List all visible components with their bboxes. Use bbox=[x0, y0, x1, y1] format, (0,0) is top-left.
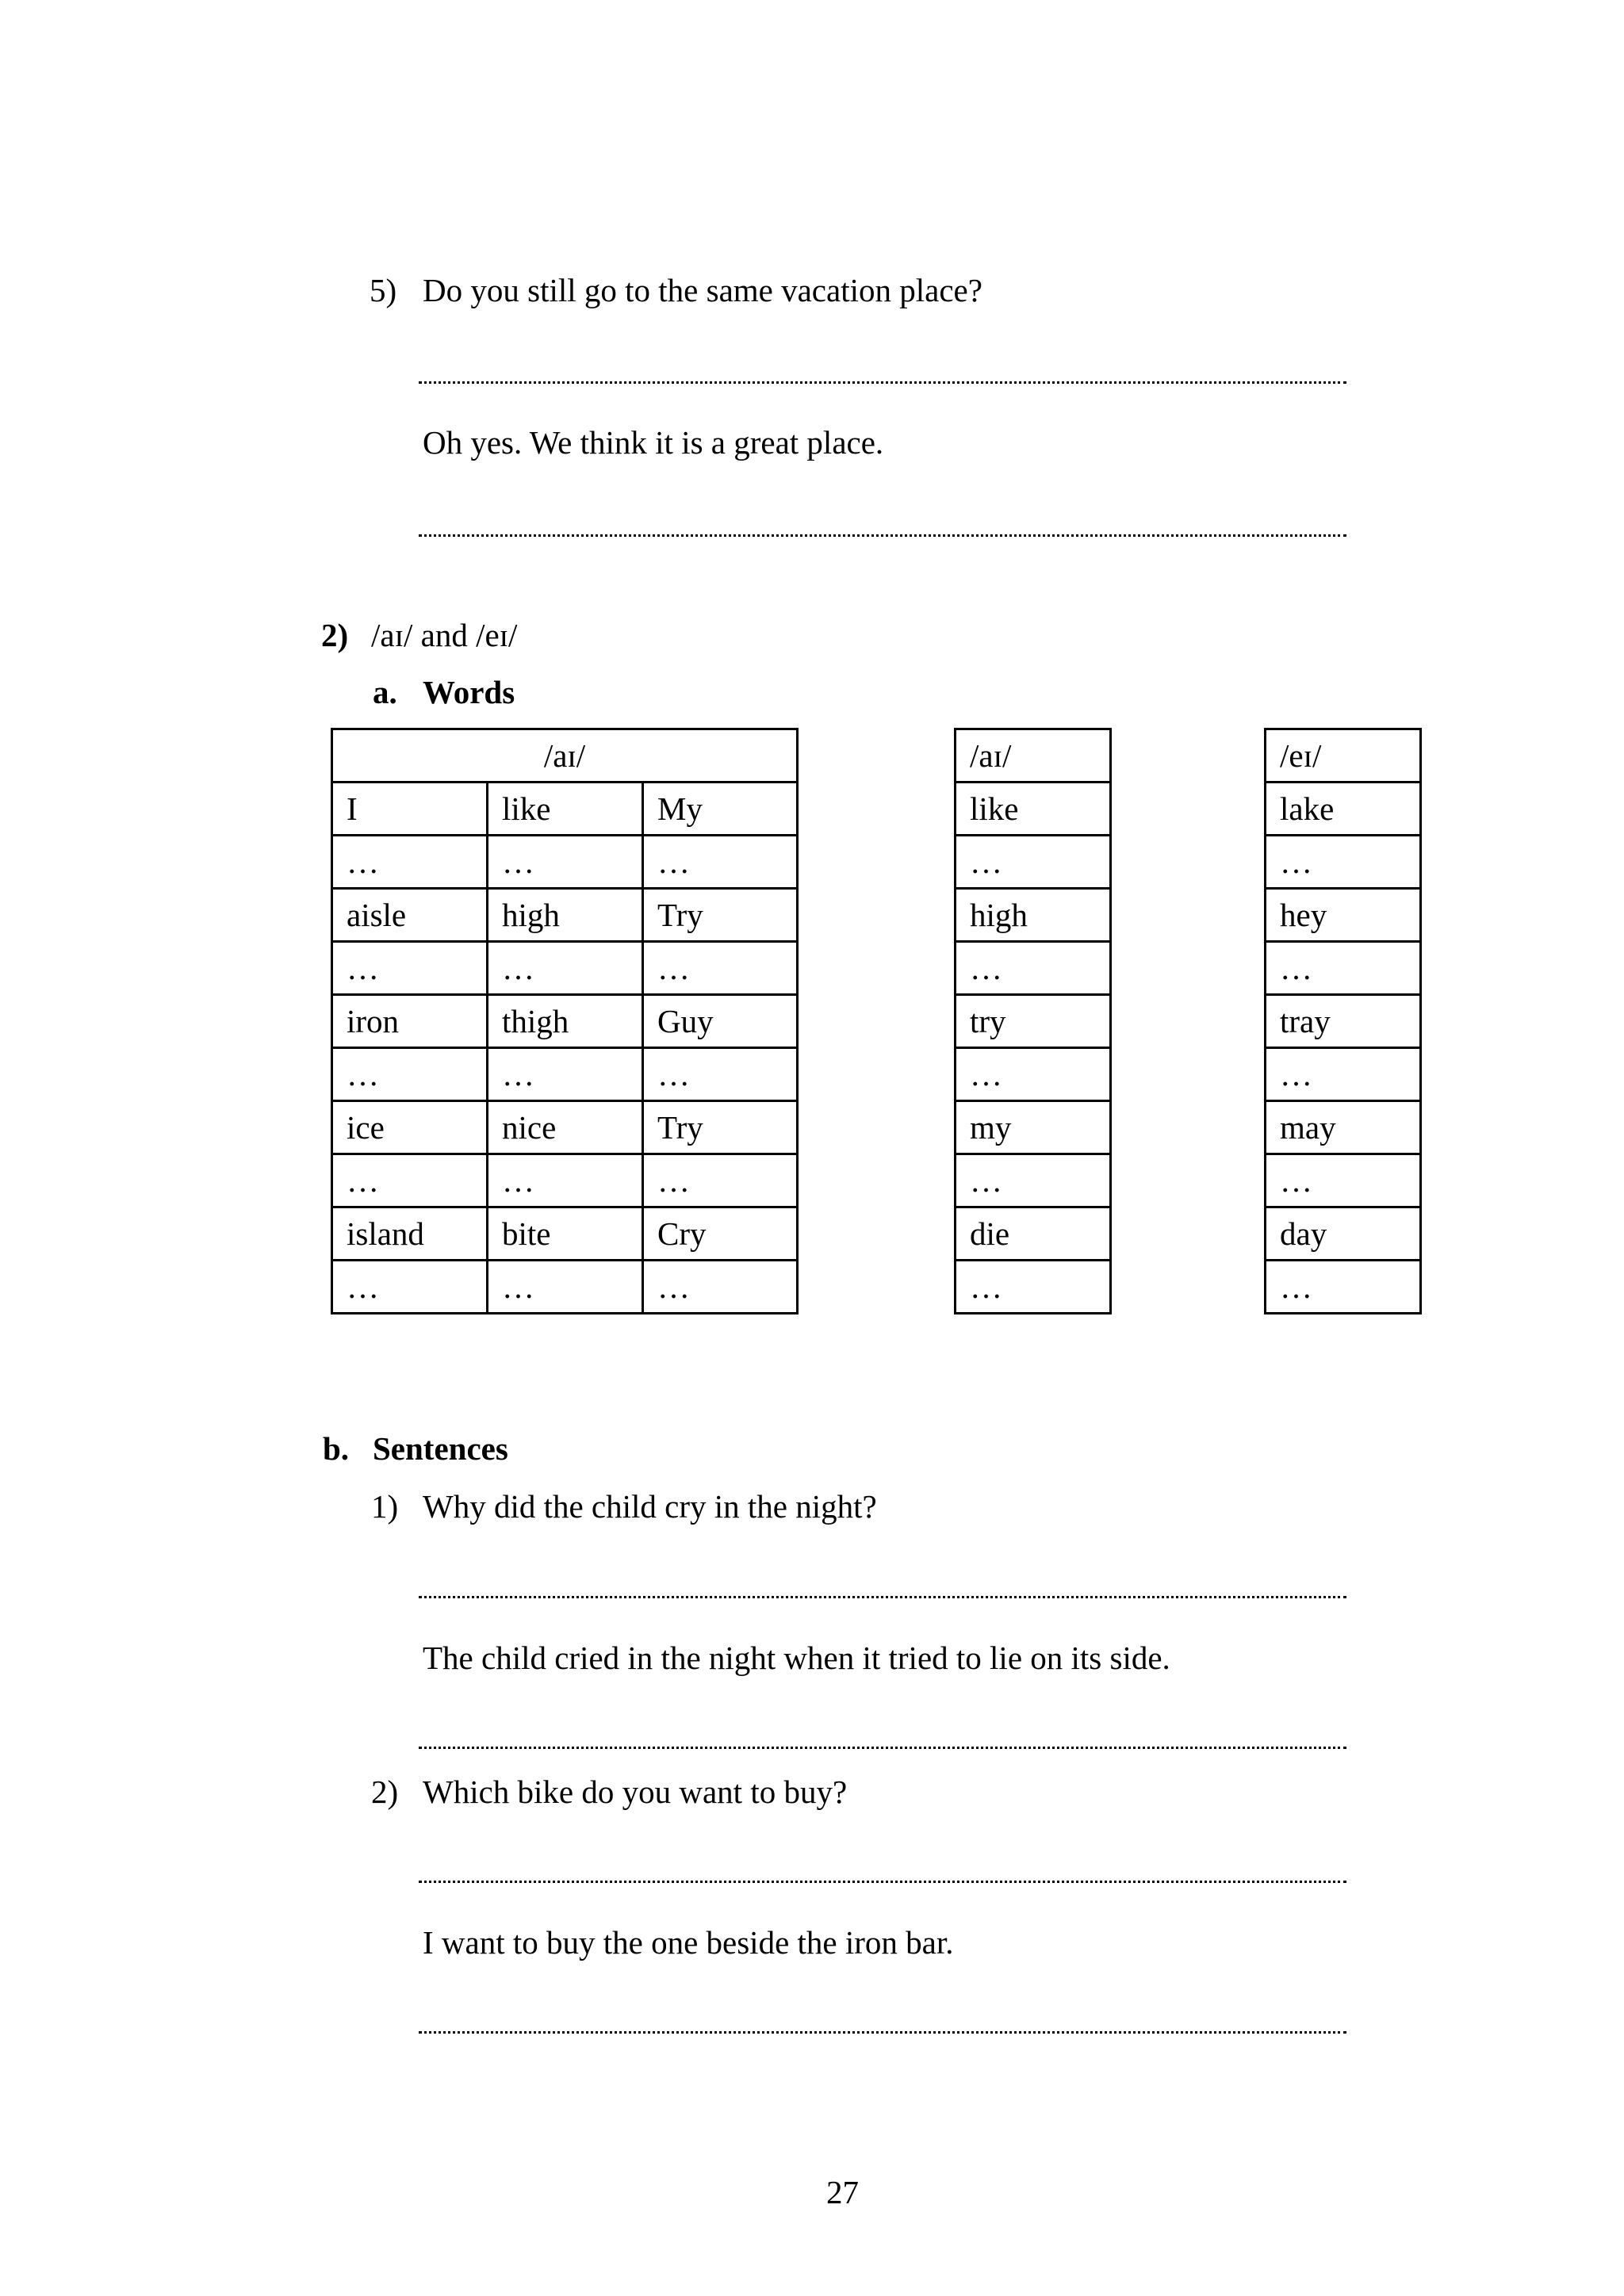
table-cell: … bbox=[956, 1048, 1111, 1101]
words-table-pair-ai bbox=[954, 728, 1112, 1314]
table-cell: … bbox=[956, 1154, 1111, 1207]
table-cell: … bbox=[643, 1154, 798, 1207]
table-cell: … bbox=[332, 1261, 488, 1314]
table-row bbox=[332, 942, 798, 995]
table-cell: … bbox=[332, 836, 488, 889]
table-row bbox=[332, 1261, 798, 1314]
table-cell: … bbox=[488, 1154, 643, 1207]
table-row bbox=[1266, 995, 1421, 1048]
table-cell: … bbox=[488, 836, 643, 889]
table-cell: Try bbox=[643, 1101, 798, 1154]
table-row bbox=[956, 1101, 1111, 1154]
table-cell: die bbox=[956, 1207, 1111, 1261]
table-cell: thigh bbox=[488, 995, 643, 1048]
table-row bbox=[1266, 1101, 1421, 1154]
table-cell: … bbox=[332, 1048, 488, 1101]
table-cell: … bbox=[1266, 942, 1421, 995]
table-row bbox=[332, 783, 798, 836]
table-cell: … bbox=[1266, 1261, 1421, 1314]
table-cell: aisle bbox=[332, 889, 488, 942]
table-cell: Guy bbox=[643, 995, 798, 1048]
subsection-letter: b. bbox=[323, 1430, 350, 1467]
table-row bbox=[956, 889, 1111, 942]
table-row bbox=[1266, 1261, 1421, 1314]
table-row bbox=[332, 836, 798, 889]
answer-line bbox=[419, 534, 1346, 537]
table-header: /aɪ/ bbox=[956, 729, 1111, 783]
answer-line bbox=[419, 1596, 1346, 1598]
table-cell: My bbox=[643, 783, 798, 836]
table-cell: bite bbox=[488, 1207, 643, 1261]
question-text: Why did the child cry in the night? bbox=[423, 1488, 877, 1525]
words-table-pair-ei bbox=[1264, 728, 1422, 1314]
table-row bbox=[956, 1207, 1111, 1261]
table-row bbox=[956, 942, 1111, 995]
page-number: 27 bbox=[826, 2174, 859, 2210]
table-row bbox=[332, 995, 798, 1048]
table-row bbox=[956, 783, 1111, 836]
answer-text: I want to buy the one beside the iron bar. bbox=[423, 1924, 954, 1961]
answer-line bbox=[419, 2031, 1346, 2034]
table-row bbox=[332, 1207, 798, 1261]
table-cell: ice bbox=[332, 1101, 488, 1154]
table-cell: may bbox=[1266, 1101, 1421, 1154]
item-number: 5) bbox=[370, 272, 397, 308]
table-cell: like bbox=[956, 783, 1111, 836]
table-row bbox=[332, 1101, 798, 1154]
answer-line bbox=[419, 1747, 1346, 1749]
table-row bbox=[1266, 889, 1421, 942]
table-row bbox=[1266, 1154, 1421, 1207]
table-row bbox=[956, 995, 1111, 1048]
table-cell: … bbox=[956, 942, 1111, 995]
answer-text: The child cried in the night when it tried to lie on its side. bbox=[423, 1640, 1170, 1676]
table-cell: … bbox=[488, 1048, 643, 1101]
table-cell: … bbox=[643, 1261, 798, 1314]
item-number: 1) bbox=[371, 1488, 399, 1525]
table-cell: … bbox=[956, 836, 1111, 889]
section-number: 2) bbox=[321, 617, 349, 653]
answer-line bbox=[419, 1881, 1346, 1883]
table-row bbox=[1266, 836, 1421, 889]
table-cell: … bbox=[956, 1261, 1111, 1314]
table-cell: nice bbox=[488, 1101, 643, 1154]
table-cell: I bbox=[332, 783, 488, 836]
table-row bbox=[956, 1261, 1111, 1314]
table-header: /eɪ/ bbox=[1266, 729, 1421, 783]
table-cell: … bbox=[643, 836, 798, 889]
table-row bbox=[332, 1048, 798, 1101]
table-cell: … bbox=[488, 942, 643, 995]
table-cell: day bbox=[1266, 1207, 1421, 1261]
table-cell: Cry bbox=[643, 1207, 798, 1261]
table-cell: … bbox=[643, 942, 798, 995]
table-cell: hey bbox=[1266, 889, 1421, 942]
table-cell: … bbox=[488, 1261, 643, 1314]
table-row bbox=[1266, 1207, 1421, 1261]
table-row bbox=[956, 836, 1111, 889]
words-table-ai bbox=[331, 728, 799, 1314]
table-cell: high bbox=[956, 889, 1111, 942]
table-row bbox=[1266, 942, 1421, 995]
answer-text: Oh yes. We think it is a great place. bbox=[423, 424, 884, 461]
table-cell: … bbox=[1266, 1048, 1421, 1101]
table-cell: … bbox=[1266, 836, 1421, 889]
table-cell: … bbox=[332, 1154, 488, 1207]
table-cell: like bbox=[488, 783, 643, 836]
table-cell: lake bbox=[1266, 783, 1421, 836]
table-cell: tray bbox=[1266, 995, 1421, 1048]
item-number: 2) bbox=[371, 1774, 399, 1810]
table-cell: Try bbox=[643, 889, 798, 942]
table-cell: my bbox=[956, 1101, 1111, 1154]
subsection-letter: a. bbox=[373, 674, 397, 710]
table-cell: … bbox=[1266, 1154, 1421, 1207]
table-header: /aɪ/ bbox=[332, 729, 798, 783]
table-cell: … bbox=[332, 942, 488, 995]
table-cell: high bbox=[488, 889, 643, 942]
table-cell: … bbox=[643, 1048, 798, 1101]
table-row bbox=[332, 1154, 798, 1207]
subsection-label: Sentences bbox=[373, 1430, 508, 1467]
table-row bbox=[1266, 1048, 1421, 1101]
table-cell: island bbox=[332, 1207, 488, 1261]
answer-line bbox=[419, 381, 1346, 384]
table-row bbox=[956, 1154, 1111, 1207]
table-cell: try bbox=[956, 995, 1111, 1048]
question-text: Do you still go to the same vacation place? bbox=[423, 272, 982, 308]
question-text: Which bike do you want to buy? bbox=[423, 1774, 848, 1810]
table-cell: iron bbox=[332, 995, 488, 1048]
subsection-label: Words bbox=[423, 674, 515, 710]
table-row bbox=[332, 889, 798, 942]
table-row bbox=[956, 1048, 1111, 1101]
table-row bbox=[1266, 783, 1421, 836]
section-title: /aɪ/ and /eɪ/ bbox=[371, 617, 518, 653]
